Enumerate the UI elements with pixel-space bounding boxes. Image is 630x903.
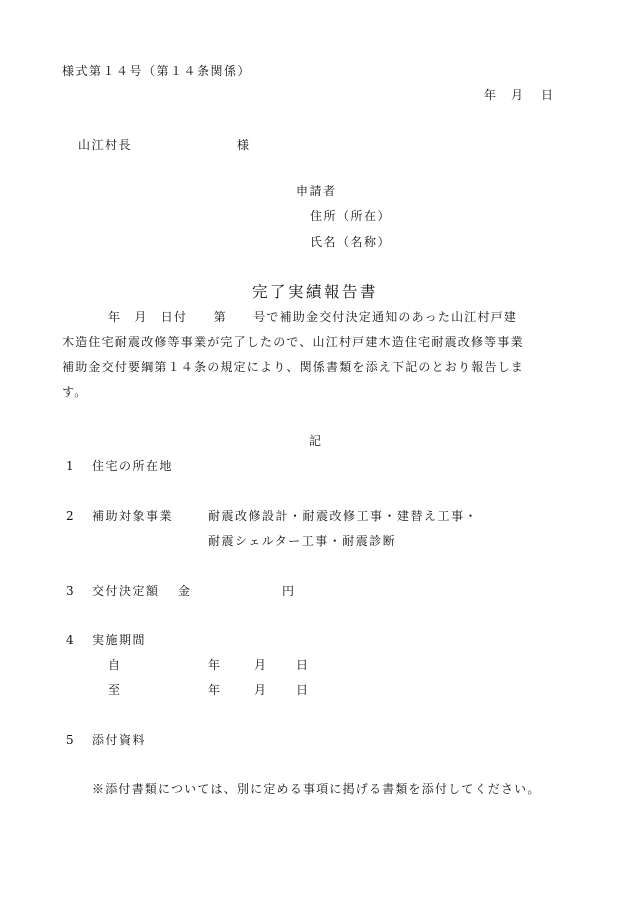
item-4-to-year: 年 [208,683,222,697]
attachment-note: ※添付書類については、別に定める事項に掲げる書類を添付してください。 [92,782,541,796]
body-line-4: す。 [62,385,88,399]
item-3-kin: 金 [178,584,192,598]
item-4-label: 実施期間 [92,633,147,647]
applicant-address-label: 住所（所在） [310,209,392,223]
date-month: 月 [511,88,525,102]
document-title: 完了実績報告書 [252,283,379,301]
item-2-label: 補助対象事業 [92,509,174,523]
item-2-number: 2 [66,509,76,523]
item-4-number: 4 [66,633,76,647]
ki-heading: 記 [309,434,323,448]
body-line-2: 木造住宅耐震改修等事業が完了したので、山江村戸建木造住宅耐震改修等事業 [62,335,524,349]
body-line-1: 年 月 日付 第 号で補助金交付決定通知のあった山江村戸建 [108,310,518,324]
item-2-value-line-2: 耐震シェルター工事・耐震診断 [208,534,397,548]
item-4-from-month: 月 [254,658,268,672]
item-4-from-year: 年 [208,658,222,672]
item-4-to-month: 月 [254,683,268,697]
applicant-label: 申請者 [296,184,337,198]
item-5-number: 5 [66,733,76,747]
item-4-from-day: 日 [296,658,310,672]
addressee-name: 山江村長 [78,138,133,152]
applicant-name-label: 氏名（名称） [310,235,392,249]
item-5-label: 添付資料 [92,733,147,747]
date-year: 年 [484,88,498,102]
body-line-3: 補助金交付要綱第１４条の規定により、関係書類を添え下記のとおり報告しま [62,360,525,374]
item-4-to-label: 至 [108,683,122,697]
item-4-to-day: 日 [296,683,310,697]
item-4-from-label: 自 [108,658,122,672]
item-1-label: 住宅の所在地 [92,459,174,473]
item-2-value-line-1: 耐震改修設計・耐震改修工事・建替え工事・ [208,509,479,523]
item-3-yen: 円 [282,584,296,598]
item-3-number: 3 [66,584,76,598]
addressee-honorific: 様 [237,138,251,152]
item-1-number: 1 [66,459,76,473]
item-3-label: 交付決定額 [92,584,160,598]
date-day: 日 [541,88,555,102]
form-number: 様式第１４号（第１４条関係） [62,64,252,78]
